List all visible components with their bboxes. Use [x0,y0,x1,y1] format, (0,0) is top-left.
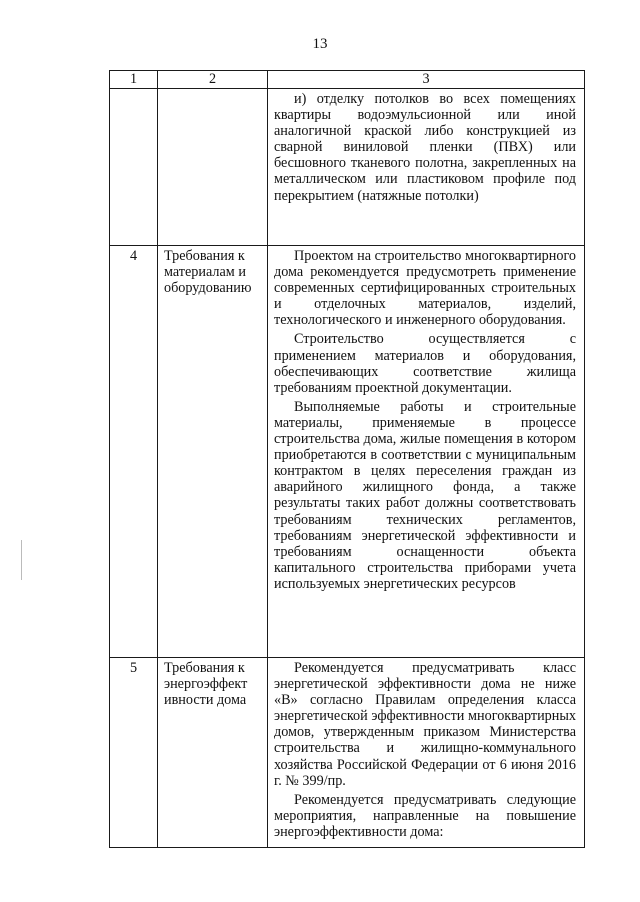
table-row [110,658,585,848]
row-paragraph: Проектом на строительство многоквартирного дома рекомендуется предусмотреть применение современных сертифицированных строительных и отделочных материалов, изделий, технологического и инженерного оборудования. [274,248,576,329]
row-title: Требования к энергоэффект ивности дома [158,658,268,848]
row-number: 5 [110,658,158,848]
header-col-3: 3 [268,71,585,89]
row-content [268,89,585,246]
header-col-2: 2 [158,71,268,89]
table-row [110,89,585,246]
row-content [268,658,585,848]
row-paragraph: Выполняемые работы и строительные материалы, применяемые в процессе строительства дома, жилые помещения в котором приобретаются в соответствии с муниципальным контрактом в целях переселения граждан из аварийного жилищного фонда, а также результаты таких работ должны соответствовать требованиям технических регламентов, требованиям энергетической эффективности и требованиям оснащенности объекта капитального строительства приборами учета используемых энергетических ресурсов [274,398,576,592]
row-paragraph: и) отделку потолков во всех помещениях квартиры водоэмульсионной или иной аналогичной краской либо конструкцией из сварной виниловой пленки (ПВХ) или бесшовного тканевого полотна, закрепленных на металлическом или пластиковом профиле под перекрытием (натяжные потолки) [274,91,576,204]
header-col-1: 1 [110,71,158,89]
scan-margin-line [21,540,22,580]
row-title [158,89,268,246]
row-title: Требования к материалам и оборудованию [158,246,268,658]
page-number: 13 [312,36,328,52]
row-paragraph: Строительство осуществляется с применением материалов и оборудования, обеспечивающих соответствие жилища требованиям проектной документации. [274,331,576,396]
row-paragraph: Рекомендуется предусматривать класс энергетической эффективности дома не ниже «В» согласно Правилам определения класса энергетической эффективности многоквартирных домов, утвержденным приказом Министерства строительства и жилищно-коммунального хозяйства Российской Федерации от 6 июня 2016 г. № 399/пр. [274,660,576,789]
row-number: 4 [110,246,158,658]
table-header-row [110,71,585,89]
table-row [110,246,585,658]
row-paragraph: Рекомендуется предусматривать следующие мероприятия, направленные на повышение энергоэффективности дома: [274,791,576,840]
row-content [268,246,585,658]
row-number [110,89,158,246]
requirements-table [109,70,585,848]
